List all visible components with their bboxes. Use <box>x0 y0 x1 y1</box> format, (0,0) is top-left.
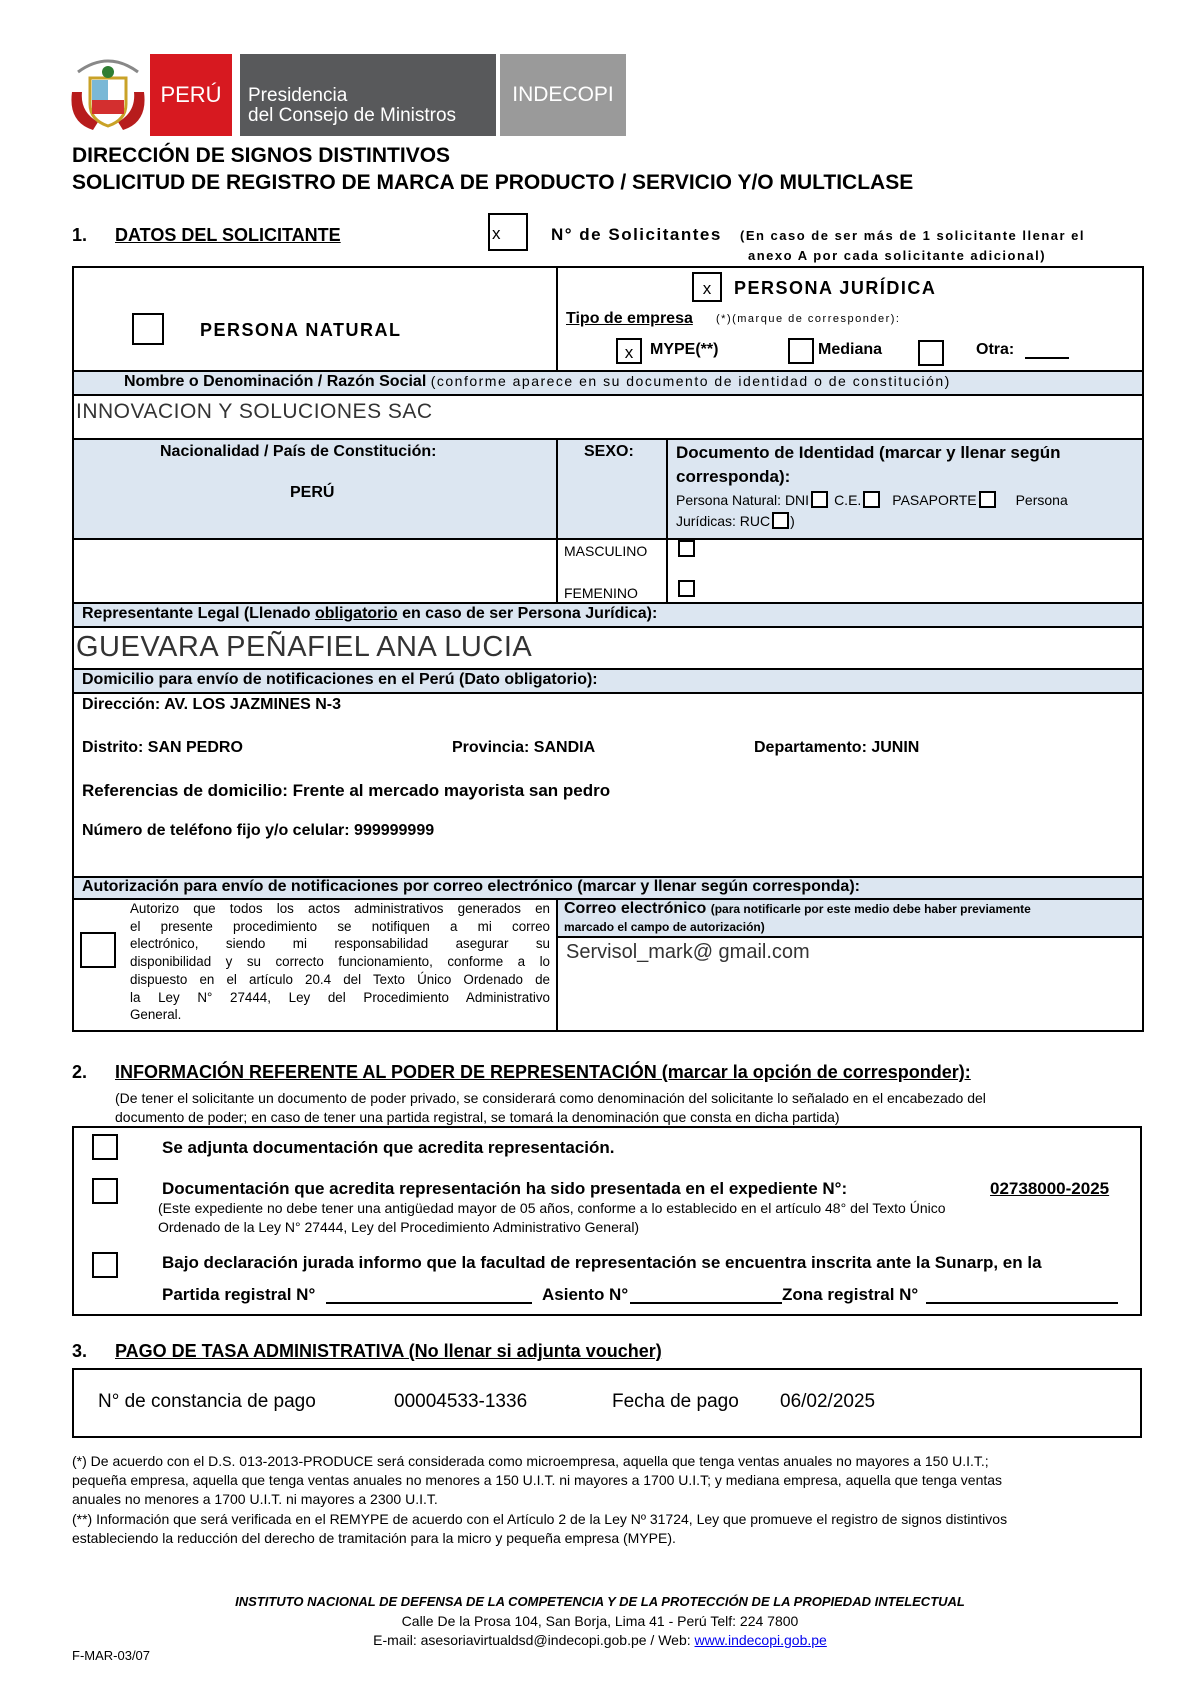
option2-note-2: Ordenado de la Ley N° 27444, Ley del Procedimiento Administrativo General) <box>158 1219 640 1235</box>
ce-checkbox[interactable] <box>863 491 880 508</box>
mype-label: MYPE(**) <box>650 341 719 358</box>
autorizo-line-3: electrónico, siendo mi responsabilidad asegurar su <box>130 936 550 952</box>
title-line-1: DIRECCIÓN DE SIGNOS DISTINTIVOS <box>72 144 451 167</box>
autorizo-line-5: dispuesto en el artículo 20.4 del Texto Único Ordenado de <box>130 971 550 987</box>
nombre-label: Nombre o Denominación / Razón Social <box>124 373 427 390</box>
fecha-label: Fecha de pago <box>612 1391 739 1412</box>
ce-label: C.E. <box>834 492 862 508</box>
referencias[interactable]: Referencias de domicilio: Frente al mercado mayorista san pedro <box>82 781 611 800</box>
pasaporte-checkbox[interactable] <box>979 491 996 508</box>
constancia-value[interactable]: 00004533-1336 <box>394 1391 528 1412</box>
footer-contact <box>0 1632 1200 1648</box>
otra-blank-line[interactable] <box>1025 357 1069 359</box>
doc-label-2: corresponda): <box>676 467 791 486</box>
mediana-checkbox[interactable] <box>788 338 814 364</box>
representante-value[interactable]: GUEVARA PEÑAFIEL ANA LUCIA <box>76 631 533 663</box>
footer-address: Calle De la Prosa 104, San Borja, Lima 41 - Perú Telf: 224 7800 <box>401 1613 799 1629</box>
footer-institute: INSTITUTO NACIONAL DE DEFENSA DE LA COMPETENCIA Y DE LA PROTECCIÓN DE LA PROPIEDAD INTELECTUAL <box>235 1594 965 1609</box>
num-solicitantes-box[interactable]: x <box>488 213 528 251</box>
option3-label: Bajo declaración jurada informo que la facultad de representación se encuentra inscrita ante la Sunarp, en la <box>162 1253 1042 1272</box>
correo-label: Correo electrónico <box>564 900 707 917</box>
persona-juridica-checkbox[interactable]: x <box>692 272 722 302</box>
num-solicitantes-note-2: anexo A por cada solicitante adicional) <box>748 248 1047 263</box>
rep-label-c: en caso de ser Persona Jurídica): <box>402 605 658 622</box>
fecha-value[interactable]: 06/02/2025 <box>780 1391 876 1412</box>
peru-brand-block <box>150 54 232 136</box>
nombre-value[interactable]: INNOVACION Y SOLUCIONES SAC <box>76 400 433 423</box>
autorizo-text <box>130 900 550 1024</box>
autorizo-checkbox[interactable] <box>80 932 116 968</box>
section1-heading: DATOS DEL SOLICITANTE <box>115 225 341 245</box>
femenino-checkbox[interactable] <box>678 580 695 597</box>
asiento-blank[interactable] <box>630 1302 782 1304</box>
tipo-empresa-label: Tipo de empresa <box>566 310 693 327</box>
provincia[interactable]: Provincia: SANDIA <box>452 739 596 756</box>
ruc-label: Jurídicas: RUC <box>676 513 771 529</box>
zona-label: Zona registral N° <box>782 1285 919 1304</box>
tipo-empresa-note: (*)(marque de corresponder): <box>716 313 901 325</box>
num-solicitantes-note-1: (En caso de ser más de 1 solicitante llenar el <box>740 228 1086 243</box>
partida-blank[interactable] <box>326 1302 532 1304</box>
footnote-1-line-1: (*) De acuerdo con el D.S. 013-2013-PRODUCE será considerada como microempresa, aquella que tenga ventas anuales no mayores a 150 U.I.T.; <box>72 1453 989 1469</box>
partida-label: Partida registral N° <box>162 1285 316 1304</box>
option3-checkbox[interactable] <box>92 1252 118 1278</box>
asiento-label: Asiento N° <box>542 1285 629 1304</box>
coat-of-arms-icon <box>68 52 148 136</box>
section3-number: 3. <box>72 1341 88 1361</box>
nombre-note: (conforme aparece en su documento de identidad o de constitución) <box>430 373 951 389</box>
femenino-label: FEMENINO <box>564 585 638 601</box>
direccion[interactable]: Dirección: AV. LOS JAZMINES N-3 <box>82 696 342 713</box>
agency-label: INDECOPI <box>512 83 614 106</box>
option1-label: Se adjunta documentación que acredita representación. <box>162 1138 615 1157</box>
dni-checkbox[interactable] <box>811 491 828 508</box>
ministry-line-1: Presidencia <box>248 85 348 106</box>
doc-label-1: Documento de Identidad (marcar y llenar según <box>676 443 1061 462</box>
dni-label: Persona Natural: DNI <box>676 492 810 508</box>
title-line-2: SOLICITUD DE REGISTRO DE MARCA DE PRODUCTO / SERVICIO Y/O MULTICLASE <box>72 171 914 194</box>
ruc-checkbox[interactable] <box>772 512 789 529</box>
nombre-header-row <box>74 372 1142 394</box>
footnote-2 <box>72 1510 1144 1548</box>
footer-email: E-mail: asesoriavirtualdsd@indecopi.gob.pe / Web: <box>373 1632 691 1648</box>
nacionalidad-value[interactable]: PERÚ <box>290 484 335 501</box>
section1-number: 1. <box>72 225 88 245</box>
persona-juridica-label: PERSONA JURÍDICA <box>734 278 937 298</box>
footnote-1 <box>72 1452 1144 1509</box>
doc-juridica-line <box>676 512 795 529</box>
ministry-line-2: del Consejo de Ministros <box>248 105 457 126</box>
mype-checkbox[interactable]: x <box>616 338 642 364</box>
section3-heading: PAGO DE TASA ADMINISTRATIVA (No llenar si adjunta voucher) <box>115 1341 662 1361</box>
departamento[interactable]: Departamento: JUNIN <box>754 739 920 756</box>
nacionalidad-label: Nacionalidad / País de Constitución: <box>160 443 437 460</box>
sexo-label: SEXO: <box>584 443 634 460</box>
representante-header-row <box>74 604 1142 626</box>
section2-note-1: (De tener el solicitante un documento de poder privado, se considerará como denominación del solicitante lo señalado en el encabezado del <box>115 1090 986 1106</box>
persona-label: Persona <box>1015 492 1068 508</box>
footer-web-link[interactable]: www.indecopi.gob.pe <box>694 1632 827 1648</box>
option2-checkbox[interactable] <box>92 1178 118 1204</box>
option1-checkbox[interactable] <box>92 1134 118 1160</box>
correo-note-2: marcado el campo de autorización) <box>564 920 765 934</box>
autorizacion-label: Autorización para envío de notificaciones por correo electrónico (marcar y llenar según corresponda): <box>74 878 1142 898</box>
autorizo-line-4: disponibilidad y su correcto funcionamiento, conforme a lo <box>130 954 550 970</box>
country-label: PERÚ <box>160 82 222 107</box>
form-code: F-MAR-03/07 <box>72 1648 151 1663</box>
persona-natural-label: PERSONA NATURAL <box>200 320 402 340</box>
domicilio-label: Domicilio para envío de notificaciones en el Perú (Dato obligatorio): <box>74 670 1142 692</box>
section2-number: 2. <box>72 1062 88 1082</box>
autorizo-line-7: General. <box>130 1007 182 1023</box>
doc-persona-natural-line <box>676 491 1068 508</box>
footnote-2-line-2: estableciendo la reducción del derecho de tramitación para la micro y pequeña empresa (MYPE). <box>72 1530 676 1546</box>
masculino-checkbox[interactable] <box>678 540 695 557</box>
autorizo-line-6: la Ley N° 27444, Ley del Procedimiento Administrativo <box>130 989 550 1005</box>
mediana-label: Mediana <box>818 341 883 358</box>
telefono[interactable]: Número de teléfono fijo y/o celular: 999999999 <box>82 822 435 839</box>
rep-label-a: Representante Legal (Llenado <box>82 605 311 622</box>
section2-note-2: documento de poder; en caso de tener una partida registral, se tomará la denominación que consta en dicha partida) <box>115 1109 840 1125</box>
indecopi-brand-block <box>500 54 626 136</box>
ministry-brand-block <box>240 54 496 136</box>
footnote-2-line-1: (**) Información que será verificada en el REMYPE de acuerdo con el Artículo 2 de la Ley Nº 31724, Ley que promueve el registro de signos distintivos <box>72 1511 1008 1527</box>
num-solicitantes-label: N° de Solicitantes <box>551 225 722 244</box>
persona-natural-checkbox[interactable] <box>132 313 164 345</box>
rep-label-b: obligatorio <box>314 605 398 622</box>
option2-label: Documentación que acredita representación ha sido presentada en el expediente N°: <box>162 1179 848 1198</box>
option2-note-1: (Este expediente no debe tener una antigüedad mayor de 05 años, conforme a lo establecido en el artículo 48° del Texto Único <box>158 1200 946 1216</box>
otra-label: Otra: <box>976 341 1015 358</box>
otra-checkbox[interactable] <box>918 340 944 366</box>
footnote-1-line-2: pequeña empresa, aquella que tenga ventas anuales no menores a 150 U.I.T. ni mayores a 1700 U.I.T; y mediana empresa, aquella que tenga ventas <box>72 1472 1003 1488</box>
distrito[interactable]: Distrito: SAN PEDRO <box>82 739 243 756</box>
masculino-label: MASCULINO <box>564 543 648 559</box>
expediente-value[interactable]: 02738000-2025 <box>990 1179 1110 1198</box>
constancia-label: N° de constancia de pago <box>98 1391 316 1412</box>
pasaporte-label: PASAPORTE <box>892 492 977 508</box>
autorizo-line-1: Autorizo que todos los actos administrativos generados en <box>130 901 550 916</box>
autorizo-line-2: el presente procedimiento se notifiquen a mi correo <box>130 918 550 934</box>
correo-value[interactable]: Servisol_mark@ gmail.com <box>566 941 810 963</box>
zona-blank[interactable] <box>926 1302 1118 1304</box>
correo-header <box>558 900 1142 936</box>
section2-heading: INFORMACIÓN REFERENTE AL PODER DE REPRESENTACIÓN (marcar la opción de corresponder): <box>115 1062 971 1082</box>
doc-close-paren: ) <box>790 513 795 529</box>
footnote-1-line-3: anuales no menores a 1700 U.I.T. ni mayores a 2300 U.I.T. <box>72 1491 438 1507</box>
correo-note-1: (para notificarle por este medio debe haber previamente <box>710 902 1031 916</box>
